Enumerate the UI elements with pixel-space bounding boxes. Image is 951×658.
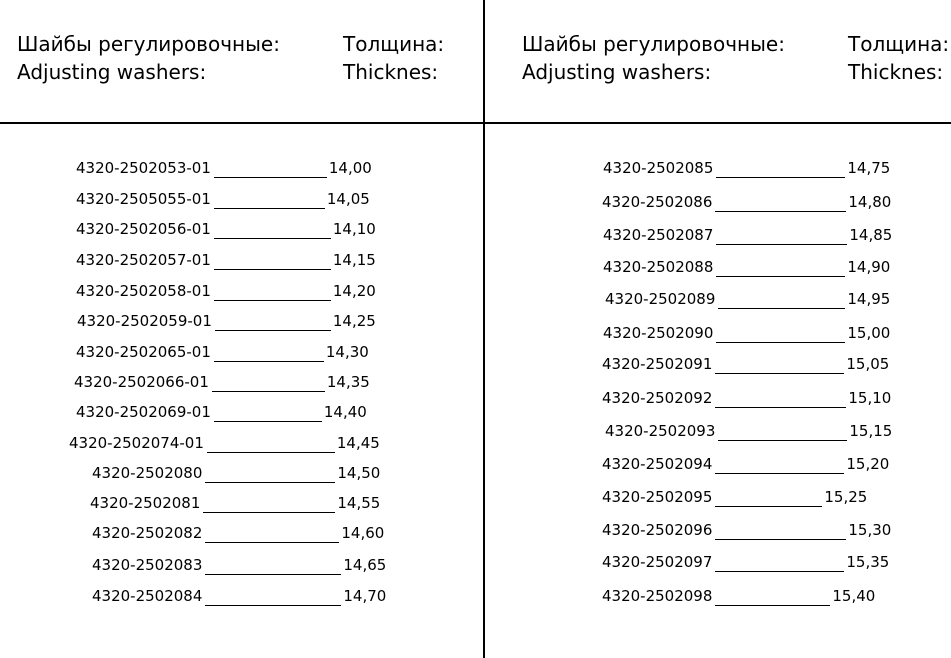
left-title-header xyxy=(17,30,280,86)
part-number: 4320-2502082 xyxy=(92,524,203,542)
thickness-value: 15,40 xyxy=(832,587,876,605)
thickness-value: 14,40 xyxy=(323,403,367,421)
part-number: 4320-2502053-01 xyxy=(76,159,211,177)
thickness-value: 14,05 xyxy=(326,190,370,208)
leader-line xyxy=(715,589,830,606)
thickness-value: 14,65 xyxy=(343,556,387,574)
thickness-value: 14,50 xyxy=(337,464,381,482)
thickness-value: 14,10 xyxy=(332,220,376,238)
leader-line xyxy=(214,253,331,270)
thickness-value: 15,30 xyxy=(848,521,892,539)
part-number: 4320-2502089 xyxy=(605,290,716,308)
thickness-value: 15,15 xyxy=(849,422,893,440)
left-thick-ru: Толщина: xyxy=(343,32,445,56)
list-item xyxy=(76,189,370,209)
left-title-en: Adjusting washers: xyxy=(17,60,207,84)
list-item xyxy=(76,342,369,362)
leader-line xyxy=(214,161,327,178)
list-item xyxy=(74,372,370,392)
leader-line xyxy=(214,405,322,422)
list-item xyxy=(602,552,889,572)
list-item xyxy=(92,523,384,543)
leader-line xyxy=(716,260,845,277)
leader-line xyxy=(212,375,325,392)
part-number: 4320-2502069-01 xyxy=(76,403,211,421)
part-number: 4320-2502074-01 xyxy=(69,434,204,452)
part-number: 4320-2502093 xyxy=(605,422,716,440)
part-number: 4320-2502094 xyxy=(602,455,713,473)
leader-line xyxy=(205,466,335,483)
list-item xyxy=(76,402,367,422)
list-item xyxy=(603,257,890,277)
part-number: 4320-2502088 xyxy=(603,258,714,276)
header-divider xyxy=(0,122,951,124)
list-item xyxy=(603,225,892,245)
part-number: 4320-2502091 xyxy=(602,355,713,373)
part-number: 4320-2502083 xyxy=(92,556,203,574)
leader-line xyxy=(214,222,331,239)
leader-line xyxy=(205,526,339,543)
leader-line xyxy=(205,589,341,606)
list-item xyxy=(602,192,891,212)
list-item xyxy=(602,388,891,408)
leader-line xyxy=(207,436,335,453)
part-number: 4320-2502096 xyxy=(602,521,713,539)
leader-line xyxy=(715,523,846,540)
thickness-value: 14,45 xyxy=(336,434,380,452)
thickness-value: 14,35 xyxy=(326,373,370,391)
part-number: 4320-2502084 xyxy=(92,587,203,605)
thickness-value: 14,25 xyxy=(332,312,376,330)
part-number: 4320-2502097 xyxy=(602,553,713,571)
leader-line xyxy=(718,424,847,441)
list-item xyxy=(76,250,376,270)
part-number: 4320-2505055-01 xyxy=(76,190,211,208)
list-item xyxy=(90,493,380,513)
column-divider xyxy=(483,0,485,658)
leader-line xyxy=(215,314,331,331)
list-item xyxy=(76,219,376,239)
leader-line xyxy=(214,192,325,209)
thickness-value: 14,80 xyxy=(848,193,892,211)
thickness-value: 14,90 xyxy=(847,258,891,276)
list-item xyxy=(92,586,386,606)
thickness-value: 14,20 xyxy=(332,282,376,300)
list-item xyxy=(76,281,376,301)
leader-line xyxy=(715,457,844,474)
list-item xyxy=(602,487,867,507)
right-title-en: Adjusting washers: xyxy=(522,60,712,84)
thickness-value: 15,20 xyxy=(846,455,890,473)
thickness-value: 14,30 xyxy=(325,343,369,361)
part-number: 4320-2502056-01 xyxy=(76,220,211,238)
part-number: 4320-2502057-01 xyxy=(76,251,211,269)
part-number: 4320-2502085 xyxy=(603,159,714,177)
right-thick-ru: Толщина: xyxy=(848,32,950,56)
leader-line xyxy=(715,195,846,212)
list-item xyxy=(76,158,372,178)
right-thick-en: Thicknes: xyxy=(848,60,944,84)
leader-line xyxy=(716,161,845,178)
thickness-value: 14,75 xyxy=(847,159,891,177)
thickness-value: 14,60 xyxy=(341,524,385,542)
list-item xyxy=(603,323,890,343)
thickness-value: 14,95 xyxy=(847,290,891,308)
list-item xyxy=(69,433,380,453)
part-number: 4320-2502059-01 xyxy=(77,312,212,330)
thickness-value: 15,00 xyxy=(847,324,891,342)
part-number: 4320-2502086 xyxy=(602,193,713,211)
list-item xyxy=(605,289,890,309)
leader-line xyxy=(715,357,844,374)
leader-line xyxy=(715,555,844,572)
left-thickness-header xyxy=(343,30,444,86)
list-item xyxy=(602,520,891,540)
list-item xyxy=(605,421,892,441)
thickness-value: 14,85 xyxy=(849,226,893,244)
leader-line xyxy=(715,391,846,408)
leader-line xyxy=(715,490,822,507)
part-number: 4320-2502090 xyxy=(603,324,714,342)
list-item xyxy=(92,463,380,483)
part-number: 4320-2502058-01 xyxy=(76,282,211,300)
part-number: 4320-2502066-01 xyxy=(74,373,209,391)
right-title-header xyxy=(522,30,785,86)
part-number: 4320-2502098 xyxy=(602,587,713,605)
leader-line xyxy=(716,326,845,343)
thickness-value: 14,70 xyxy=(343,587,387,605)
thickness-value: 14,00 xyxy=(328,159,372,177)
part-number: 4320-2502081 xyxy=(90,494,201,512)
part-number: 4320-2502080 xyxy=(92,464,203,482)
part-number: 4320-2502095 xyxy=(602,488,713,506)
leader-line xyxy=(718,292,845,309)
leader-line xyxy=(203,496,335,513)
thickness-value: 14,55 xyxy=(337,494,381,512)
right-title-ru: Шайбы регулировочные: xyxy=(522,32,785,56)
list-item xyxy=(77,311,376,331)
left-thick-en: Thicknes: xyxy=(343,60,439,84)
thickness-value: 15,05 xyxy=(846,355,890,373)
right-thickness-header xyxy=(848,30,949,86)
list-item xyxy=(602,586,875,606)
thickness-value: 15,10 xyxy=(848,389,892,407)
leader-line xyxy=(716,228,847,245)
leader-line xyxy=(214,284,331,301)
leader-line xyxy=(214,345,324,362)
left-title-ru: Шайбы регулировочные: xyxy=(17,32,280,56)
list-item xyxy=(602,354,889,374)
list-item xyxy=(602,454,889,474)
thickness-value: 15,25 xyxy=(824,488,868,506)
part-number: 4320-2502092 xyxy=(602,389,713,407)
part-number: 4320-2502065-01 xyxy=(76,343,211,361)
leader-line xyxy=(205,558,341,575)
part-number: 4320-2502087 xyxy=(603,226,714,244)
thickness-value: 15,35 xyxy=(846,553,890,571)
thickness-value: 14,15 xyxy=(332,251,376,269)
list-item xyxy=(603,158,890,178)
list-item xyxy=(92,555,386,575)
